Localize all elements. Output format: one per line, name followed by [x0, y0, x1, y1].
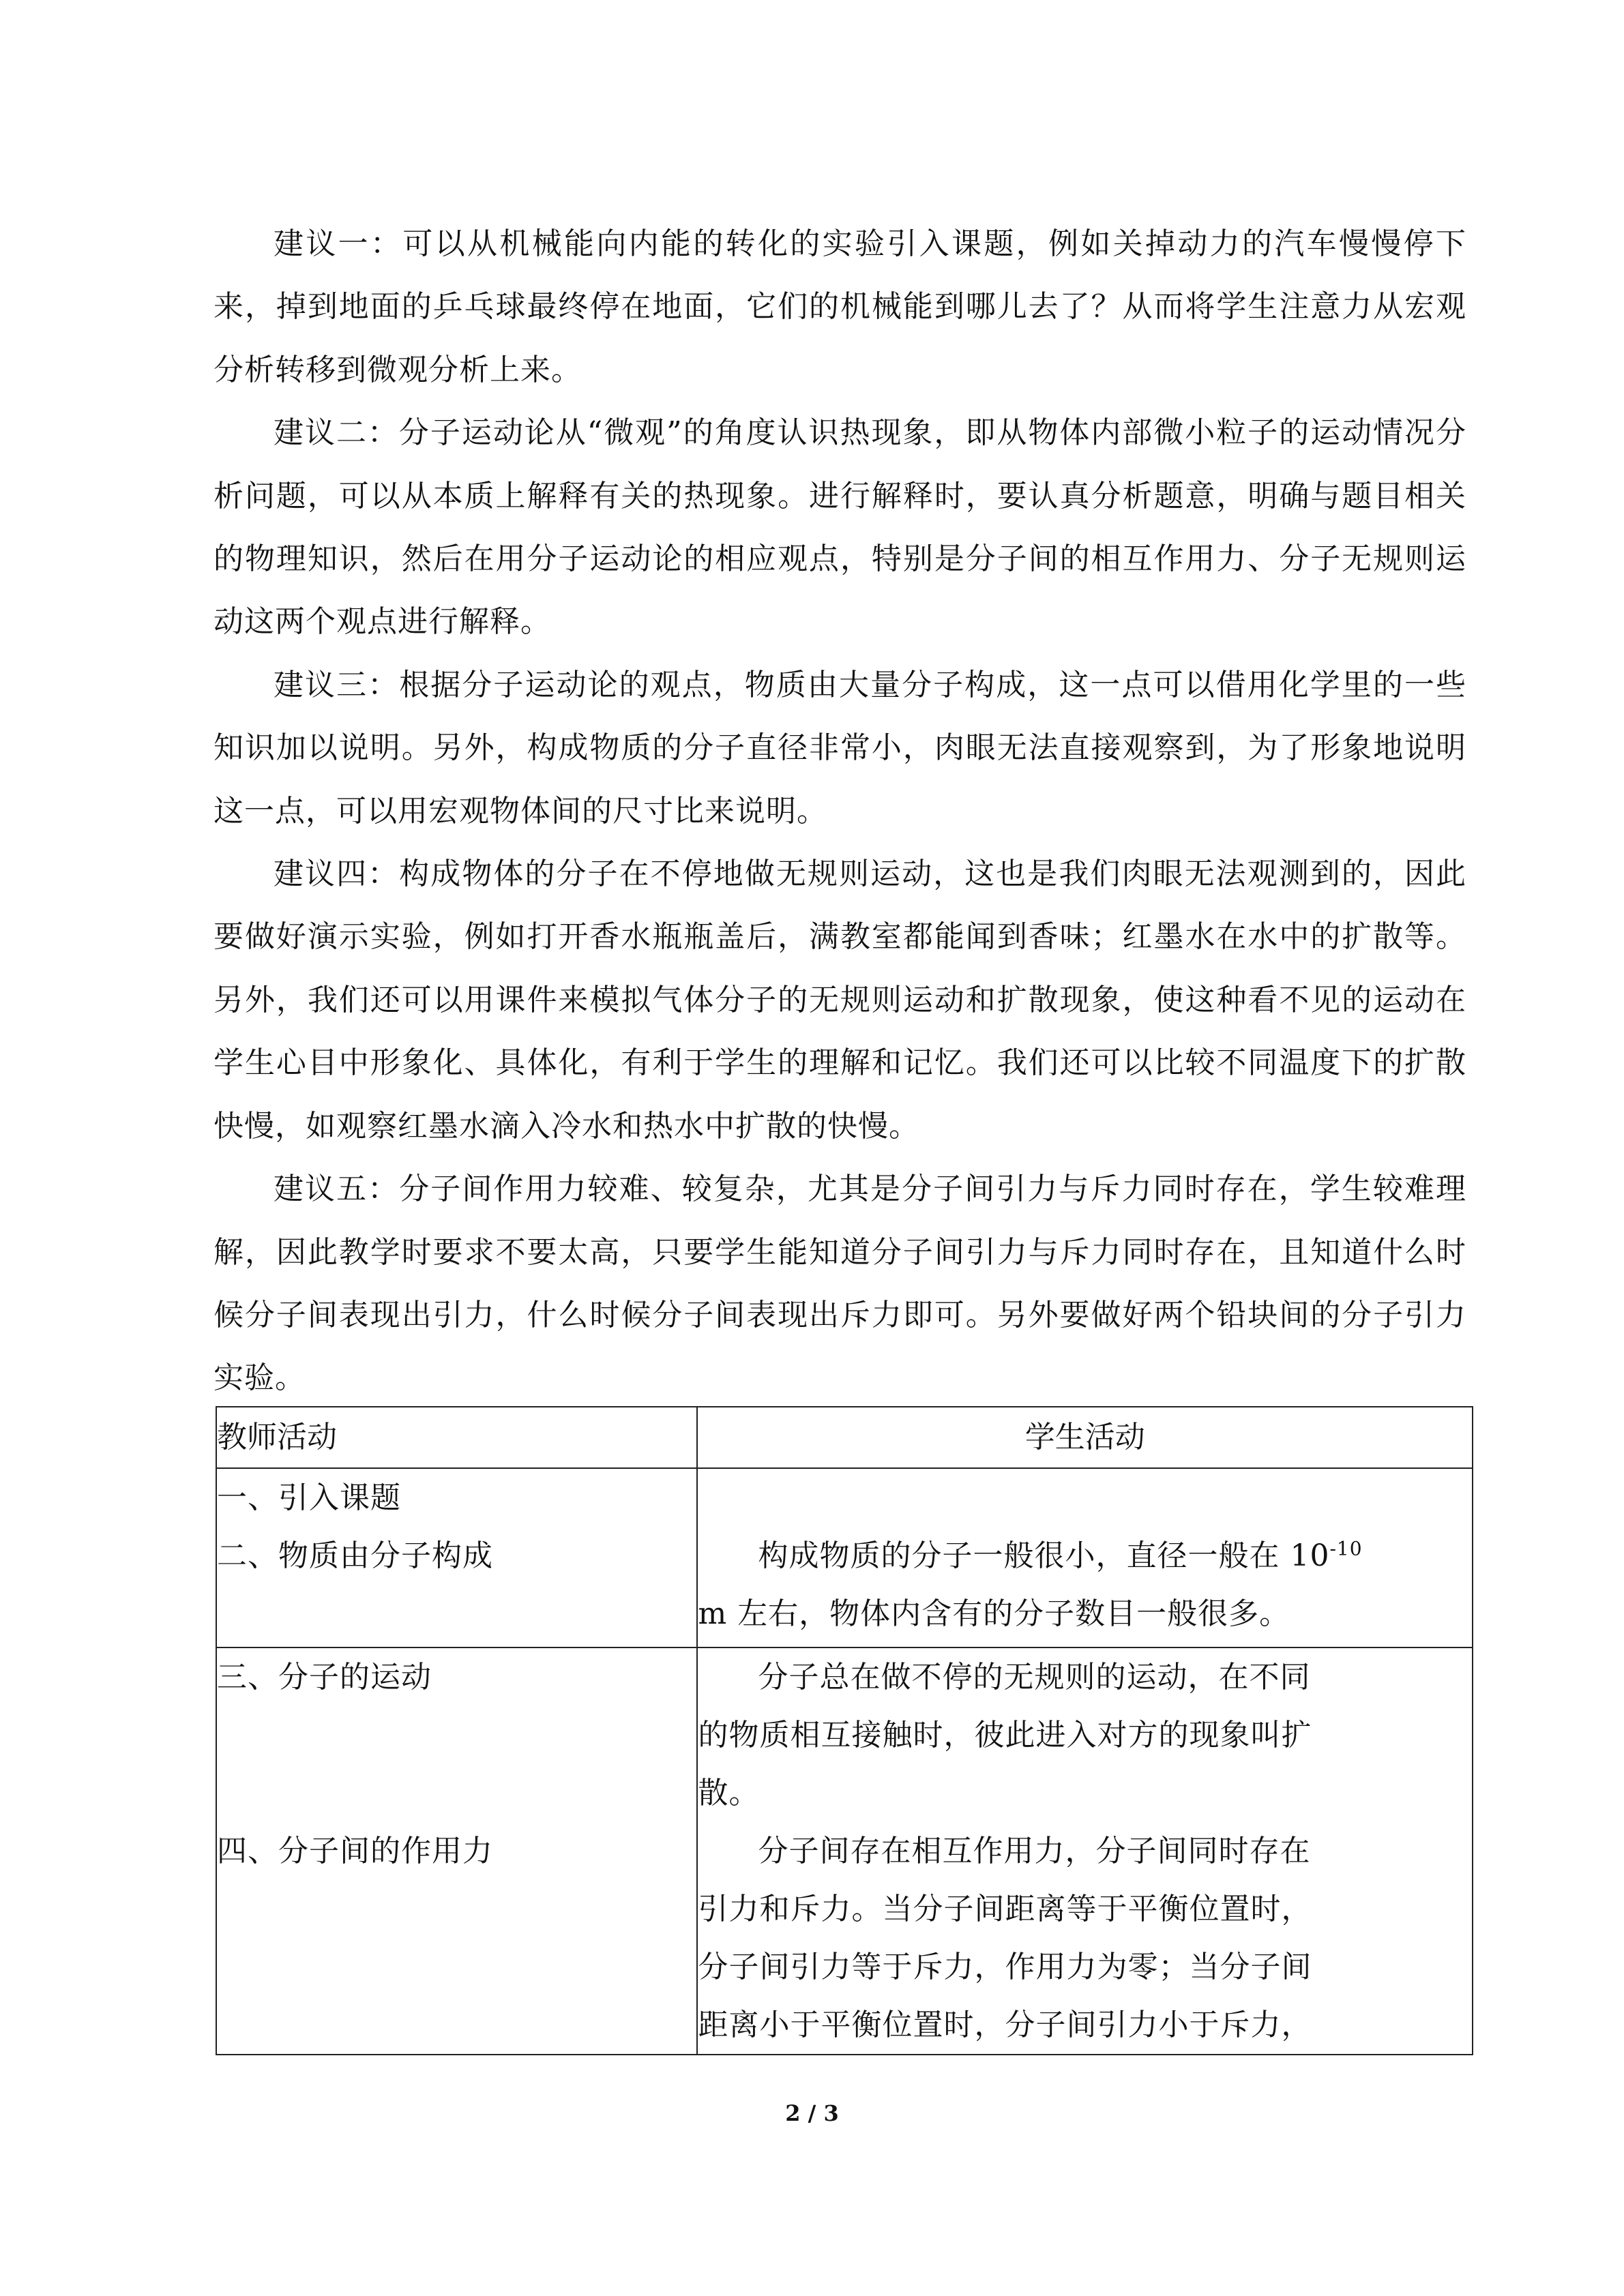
student-text-line: 引力和斥力。当分子间距离等于平衡位置时， [698, 1892, 1312, 1926]
teacher-topic: 四、分子间的作用力 [217, 1834, 493, 1868]
student-text: 构成物质的分子一般很小，直径一般在 10 [758, 1538, 1330, 1573]
student-text-line: m 左右，物体内含有的分子数目一般很多。 [698, 1596, 1290, 1631]
spacer [217, 1706, 696, 1764]
student-text-line: 分子间引力等于斥力，作用力为零；当分子间 [698, 1950, 1312, 1984]
student-cell [697, 1468, 1473, 1648]
student-text-line: 分子间存在相互作用力，分子间同时存在 [758, 1834, 1311, 1868]
lesson-activity-table [216, 1406, 1473, 2055]
student-text-line: 散。 [698, 1776, 760, 1810]
table-row [216, 1468, 1473, 1648]
exponent: -10 [1329, 1537, 1363, 1560]
spacer [217, 1996, 696, 2054]
teacher-cell [216, 1468, 697, 1648]
student-text-line: 的物质相互接触时，彼此进入对方的现象叫扩 [698, 1718, 1312, 1753]
teacher-topic: 二、物质由分子构成 [217, 1538, 493, 1573]
page-number: 2 / 3 [785, 2100, 839, 2126]
student-activity-header: 学生活动 [697, 1407, 1473, 1468]
suggestion-paragraph-3: 建议三：根据分子运动论的观点，物质由大量分子构成，这一点可以借用化学里的一些知识加以说明。另外，构成物质的分子直径非常小，肉眼无法直接观察到，为了形象地说明这一点，可以用宏观物体间的尺寸比来说明。 [213, 667, 1466, 829]
suggestion-paragraph-4: 建议四：构成物体的分子在不停地做无规则运动，这也是我们肉眼无法观测到的，因此要做好演示实验，例如打开香水瓶瓶盖后，满教室都能闻到香味；红墨水在水中的扩散等。另外，我们还可以用课件来模拟气体分子的无规则运动和扩散现象，使这种看不见的运动在学生心目中形象化、具体化，有利于学生的理解和记忆。我们还可以比较不同温度下的扩散快慢，如观察红墨水滴入冷水和热水中扩散的快慢。 [213, 856, 1466, 1144]
spacer [698, 1469, 1472, 1527]
student-cell [697, 1648, 1473, 2055]
suggestion-paragraph-2: 建议二：分子运动论从“微观”的角度认识热现象，即从物体内部微小粒子的运动情况分析问题，可以从本质上解释有关的热现象。进行解释时，要认真分析题意，明确与题目相关的物理知识，然后在用分子运动论的相应观点，特别是分子间的相互作用力、分子无规则运动这两个观点进行解释。 [213, 415, 1466, 640]
student-text-line [698, 1527, 1472, 1585]
teacher-topic: 三、分子的运动 [217, 1660, 432, 1695]
spacer [217, 1938, 696, 1996]
student-text-line: 距离小于平衡位置时，分子间引力小于斥力， [698, 2008, 1312, 2042]
spacer [217, 1880, 696, 1938]
spacer [217, 1764, 696, 1822]
suggestions-section [213, 213, 1466, 1410]
student-text-line: 分子总在做不停的无规则的运动，在不同 [758, 1660, 1311, 1695]
suggestion-paragraph-1: 建议一：可以从机械能向内能的转化的实验引入课题，例如关掉动力的汽车慢慢停下来，掉到地面的乒乓球最终停在地面，它们的机械能到哪儿去了？从而将学生注意力从宏观分析转移到微观分析上来。 [213, 226, 1466, 387]
table-header-row [216, 1407, 1473, 1468]
teacher-cell [216, 1648, 697, 2055]
table-row [216, 1648, 1473, 2055]
teacher-topic: 一、引入课题 [217, 1480, 401, 1515]
suggestion-paragraph-5: 建议五：分子间作用力较难、较复杂，尤其是分子间引力与斥力同时存在，学生较难理解，因此教学时要求不要太高，只要学生能知道分子间引力与斥力同时存在，且知道什么时候分子间表现出引力，什么时候分子间表现出斥力即可。另外要做好两个铅块间的分子引力实验。 [213, 1172, 1466, 1396]
teacher-activity-header: 教师活动 [216, 1407, 697, 1468]
